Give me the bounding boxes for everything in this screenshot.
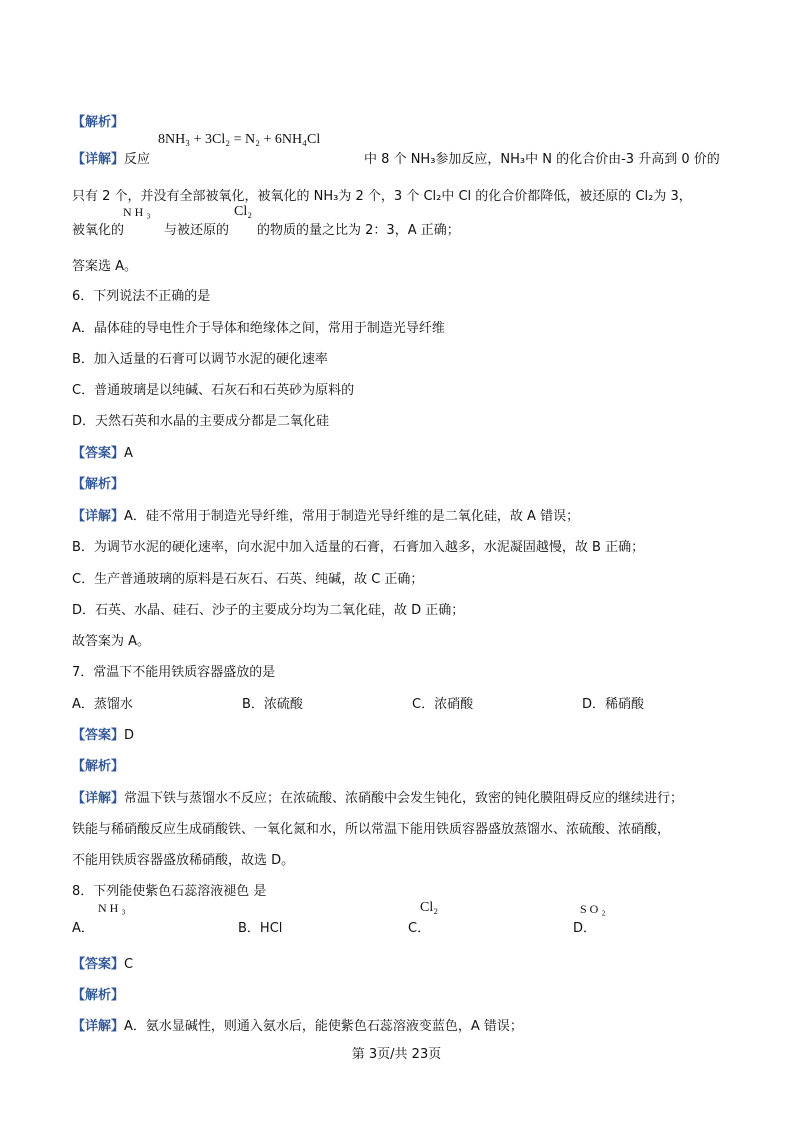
q8-explain-a: 【详解】A．氨水显碱性，则通入氨水后，能使紫色石蕊溶液变蓝色，A 错误；: [72, 1019, 523, 1034]
nh3-formula: NH₃: [123, 205, 154, 219]
q7-option-b: B．浓硫酸: [242, 697, 303, 712]
q6-explain-c: C．生产普通玻璃的原料是石灰石、石英、纯碱，故 C 正确；: [72, 572, 424, 587]
q6-option-a: A．晶体硅的导电性介于导体和绝缘体之间，常用于制造光导纤维: [72, 321, 445, 336]
q5-explain-line1: 【详解】反应 中 8 个 NH₃参加反应，NH₃中 N 的化合价由-3 升高到 0 价的: [72, 152, 720, 167]
q7-stem: 7．常温下不能用铁质容器盛放的是: [72, 665, 276, 680]
q5-explain-line3: 被氧化的 与被还原的 的物质的量之比为 2：3，A 正确；: [72, 223, 460, 238]
q8-option-a: A．: [72, 921, 94, 936]
page-footer: 第 3页/共 23页: [351, 1047, 442, 1062]
reaction-equation: 8NH₃ + 3Cl₂ = N₂ + 6NH₄Cl: [158, 132, 321, 147]
q7-option-d: D．稀硝酸: [582, 697, 645, 712]
q6-option-d: D．天然石英和水晶的主要成分都是二氧化硅: [72, 414, 330, 429]
q6-explain-b: B．为调节水泥的硬化速率，向水泥中加入适量的石膏，石膏加入越多，水泥凝固越慢，故 B 正确；: [72, 540, 645, 555]
q7-explain-1: 【详解】常温下铁与蒸馏水不反应；在浓硫酸、浓硝酸中会发生钝化，致密的钝化膜阻碍反应的继续进行；: [72, 791, 684, 806]
q8-stem: 8．下列能使紫色石蕊溶液褪色 是: [72, 884, 267, 899]
q8-so2-formula: SO₂: [580, 902, 609, 916]
q6-option-c: C．普通玻璃是以纯碱、石灰石和石英砂为原料的: [72, 383, 355, 398]
q8-answer: 【答案】C: [72, 957, 134, 972]
q7-option-c: C．浓硝酸: [412, 697, 474, 712]
q6-stem: 6．下列说法不正确的是: [72, 289, 211, 304]
q6-explain-a: 【详解】A．硅不常用于制造光导纤维，常用于制造光导纤维的是二氧化硅，故 A 错误；: [72, 509, 580, 524]
q6-option-b: B．加入适量的石膏可以调节水泥的硬化速率: [72, 352, 328, 367]
q7-answer: 【答案】D: [72, 728, 135, 743]
q8-option-d: D．: [573, 921, 597, 936]
q6-jiexi-tag: 【解析】: [72, 477, 125, 492]
q8-option-b: B．HCl: [238, 921, 283, 936]
cl2-formula: Cl₂: [234, 204, 253, 219]
q7-jiexi-tag: 【解析】: [72, 759, 125, 774]
q8-cl2-formula: Cl₂: [420, 900, 439, 915]
q8-option-c: C．: [408, 921, 431, 936]
jiexi-tag: 【解析】: [72, 115, 125, 130]
q8-jiexi-tag: 【解析】: [72, 988, 125, 1003]
q7-explain-3: 不能用铁质容器盛放稀硝酸，故选 D。: [72, 853, 295, 868]
q7-option-a: A．蒸馏水: [72, 697, 133, 712]
q5-explain-line2: 只有 2 个，并没有全部被氧化，被氧化的 NH₃为 2 个，3 个 Cl₂中 Cl 的化合价都降低，被还原的 Cl₂为 3，: [72, 189, 692, 204]
q6-answer: 【答案】A: [72, 446, 133, 461]
q7-explain-2: 铁能与稀硝酸反应生成硝酸铁、一氧化氮和水，所以常温下能用铁质容器盛放蒸馏水、浓硫酸、浓硝酸，: [72, 822, 671, 837]
q5-answer-line: 答案选 A。: [72, 259, 138, 274]
q6-explain-d: D．石英、水晶、硅石、沙子的主要成分均为二氧化硅，故 D 正确；: [72, 603, 465, 618]
q8-nh3-formula: NH₃: [98, 901, 129, 915]
q6-conclusion: 故答案为 A。: [72, 634, 151, 649]
